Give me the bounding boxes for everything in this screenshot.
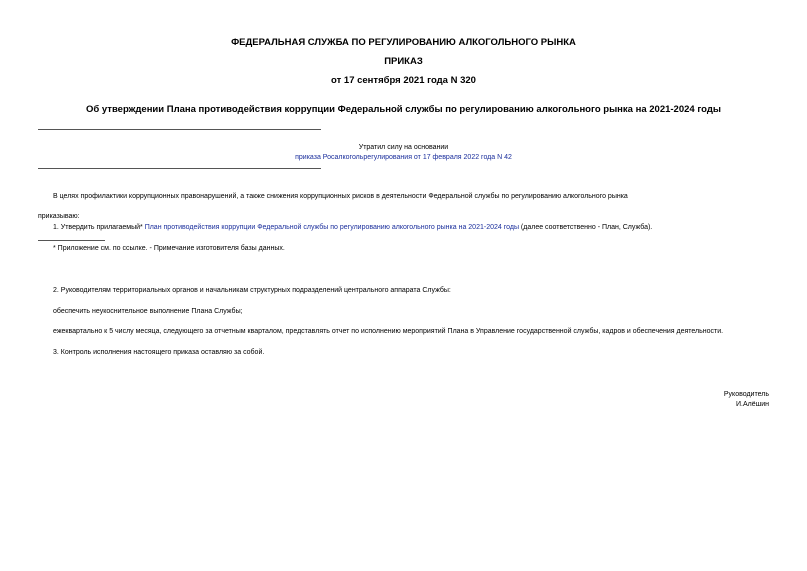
item-1-prefix: 1. Утвердить прилагаемый* — [53, 224, 143, 231]
document-type: ПРИКАЗ — [384, 56, 423, 67]
top-divider — [38, 129, 321, 130]
footnote-divider — [38, 240, 105, 241]
agency-name: ФЕДЕРАЛЬНАЯ СЛУЖБА ПО РЕГУЛИРОВАНИЮ АЛКОГОЛЬНОГО РЫНКА — [231, 37, 576, 48]
item-1 — [53, 223, 652, 232]
item-2-a: обеспечить неукоснительное выполнение Плана Службы; — [53, 308, 243, 315]
plan-link[interactable]: План противодействия коррупции Федеральной службы по регулированию алкогольного рынка на 2021-2024 годы — [144, 224, 519, 231]
item-2: 2. Руководителям территориальных органов и начальникам структурных подразделений центрального аппарата Службы: — [53, 287, 451, 294]
signature-name: И.Алёшин — [735, 401, 769, 408]
status-note-text: Утратил силу на основании — [358, 144, 449, 151]
status-note-link[interactable]: приказа Росалкогольрегулирования от 17 февраля 2022 года N 42 — [295, 154, 512, 161]
item-3: 3. Контроль исполнения настоящего приказа оставляю за собой. — [53, 349, 265, 356]
item-2-b: ежеквартально к 5 числу месяца, следующего за отчетным кварталом, представлять отчет по исполнению мероприятий Плана в Управление государственной службы, кадров и обеспечения деятельности. — [53, 328, 724, 335]
bottom-divider — [38, 168, 321, 169]
signature-position: Руководитель — [723, 391, 769, 398]
document-date-number: от 17 сентября 2021 года N 320 — [331, 75, 476, 86]
preamble-text: В целях профилактики коррупционных правонарушений, а также снижения коррупционных рисков в деятельности Федеральной службы по регулированию алкогольного рынка — [53, 193, 628, 200]
document-title: Об утверждении Плана противодействия коррупции Федеральной службы по регулированию алкогольного рынка на 2021-2024 годы — [86, 104, 721, 115]
footnote-text: * Приложение см. по ссылке. - Примечание изготовителя базы данных. — [53, 245, 285, 252]
item-1-suffix: (далее соответственно - План, Служба). — [520, 224, 653, 231]
order-word: приказываю: — [38, 213, 80, 220]
